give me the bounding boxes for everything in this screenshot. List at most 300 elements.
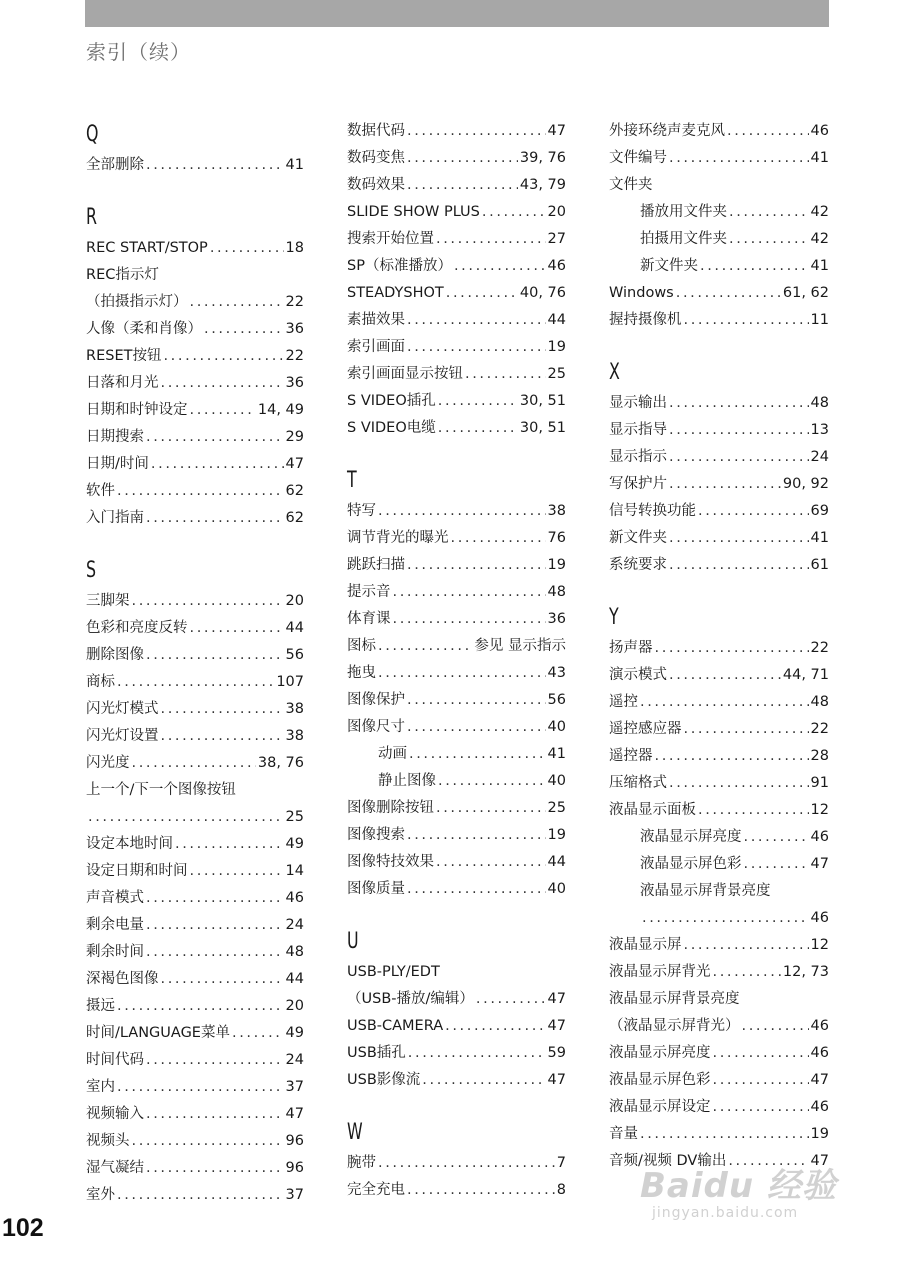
entry-term: 搜索开始位置 [347, 231, 434, 247]
entry-page-ref: 96 [285, 1133, 304, 1149]
entry-page-ref: 44 [285, 620, 304, 636]
dot-leader [146, 1101, 284, 1128]
dot-leader [655, 635, 809, 662]
entry-term: SLIDE SHOW PLUS [347, 204, 480, 220]
dot-leader [378, 1150, 555, 1177]
index-entry [609, 444, 829, 471]
entry-term: 播放用文件夹 [640, 204, 727, 220]
index-entry [86, 669, 304, 696]
entry-term: （拍摄指示灯） [86, 294, 188, 310]
entry-term: 图像保护 [347, 692, 405, 708]
page-title: 索引（续） [86, 40, 191, 64]
entry-term: 系统要求 [609, 557, 667, 573]
entry-page-ref: 48 [547, 584, 566, 600]
entry-page-ref: 36 [547, 611, 566, 627]
entry-term: 文件夹 [609, 177, 653, 193]
entry-term: 视频头 [86, 1133, 130, 1149]
dot-leader [378, 660, 546, 687]
entry-page-ref: 20 [285, 998, 304, 1014]
entry-page-ref: 40 [547, 773, 566, 789]
entry-page-ref: 41 [810, 150, 829, 166]
entry-page-ref: 61 [810, 557, 829, 573]
entry-page-ref: 40, 76 [519, 285, 566, 301]
entry-term: 遥控感应器 [609, 721, 682, 737]
entry-term: 入门指南 [86, 510, 144, 526]
index-entry [86, 777, 304, 804]
entry-term: 图像删除按钮 [347, 800, 434, 816]
dot-leader [117, 1074, 284, 1101]
dot-leader [210, 235, 284, 262]
index-entry [86, 343, 304, 370]
index-entry [86, 912, 304, 939]
dot-leader [117, 478, 284, 505]
entry-term: 液晶显示屏亮度 [640, 829, 742, 845]
entry-page-ref: 107 [276, 674, 304, 690]
dot-leader [407, 1177, 555, 1204]
entry-term: 图像搜索 [347, 827, 405, 843]
index-entry [347, 145, 566, 172]
entry-term: USB影像流 [347, 1072, 421, 1088]
entry-page-ref: 42 [810, 231, 829, 247]
entry-page-ref: 48 [285, 944, 304, 960]
index-entry [347, 986, 566, 1013]
dot-leader [684, 932, 809, 959]
entry-term: 日期/时间 [86, 456, 149, 472]
entry-term: 握持摄像机 [609, 312, 682, 328]
entry-term: 设定本地时间 [86, 836, 173, 852]
index-column-1 [86, 118, 304, 1231]
index-entry [347, 741, 566, 768]
dot-leader [190, 397, 256, 424]
entry-page-ref: 12, 73 [782, 964, 829, 980]
dot-leader [742, 1013, 809, 1040]
entry-page-ref: 56 [547, 692, 566, 708]
entry-page-ref: 18 [285, 240, 304, 256]
entry-page-ref: 47 [810, 856, 829, 872]
index-entry [347, 307, 566, 334]
dot-leader [669, 552, 809, 579]
entry-term: 拖曳 [347, 665, 376, 681]
dot-leader [729, 199, 809, 226]
entry-page-ref: 62 [285, 483, 304, 499]
dot-leader [393, 579, 546, 606]
index-entry [609, 226, 829, 253]
index-entry [609, 498, 829, 525]
entry-page-ref: 49 [285, 1025, 304, 1041]
index-section [609, 118, 829, 334]
index-entry [609, 471, 829, 498]
entry-term: 数码变焦 [347, 150, 405, 166]
entry-page-ref: 25 [547, 800, 566, 816]
entry-term: 提示音 [347, 584, 391, 600]
dot-leader [446, 280, 518, 307]
entry-page-ref: 56 [285, 647, 304, 663]
entry-term: 数码效果 [347, 177, 405, 193]
entry-term: 深褐色图像 [86, 971, 159, 987]
entry-term: 删除图像 [86, 647, 144, 663]
dot-leader [409, 741, 546, 768]
header-bar [85, 0, 829, 27]
index-entry [347, 1150, 566, 1177]
index-entry [609, 986, 829, 1013]
entry-page-ref: 46 [285, 890, 304, 906]
entry-term: 全部删除 [86, 157, 144, 173]
entry-page-ref: 41 [285, 157, 304, 173]
entry-term: 静止图像 [378, 773, 436, 789]
section-letter: Q [86, 122, 99, 147]
entry-term: （USB-播放/编辑） [347, 991, 474, 1007]
dot-leader [190, 615, 284, 642]
index-entry [347, 525, 566, 552]
index-entry [609, 797, 829, 824]
entry-page-ref: 22 [285, 294, 304, 310]
entry-page-ref: 69 [810, 503, 829, 519]
index-entry [347, 280, 566, 307]
index-entry [609, 959, 829, 986]
entry-term: 腕带 [347, 1155, 376, 1171]
entry-term: 写保护片 [609, 476, 667, 492]
entry-page-ref: 46 [547, 258, 566, 274]
dot-leader [407, 714, 546, 741]
index-entry [86, 831, 304, 858]
index-entry [609, 689, 829, 716]
entry-term: 日期搜索 [86, 429, 144, 445]
dot-leader [146, 1047, 284, 1074]
section-letter: Y [609, 605, 619, 630]
entry-page-ref: 20 [285, 593, 304, 609]
index-entry [347, 795, 566, 822]
dot-leader [454, 253, 546, 280]
dot-leader [407, 118, 546, 145]
entry-page-ref: 25 [547, 366, 566, 382]
dot-leader [407, 307, 546, 334]
section-letter: R [86, 205, 97, 230]
entry-page-ref: 14 [285, 863, 304, 879]
index-entry [347, 361, 566, 388]
index-column-2 [347, 118, 566, 1226]
entry-term: 液晶显示面板 [609, 802, 696, 818]
index-entry [347, 334, 566, 361]
index-entry [347, 660, 566, 687]
watermark-url: jingyan.baidu.com [652, 1205, 799, 1221]
entry-page-ref: 24 [285, 917, 304, 933]
entry-page-ref: 22 [810, 721, 829, 737]
entry-page-ref: 40 [547, 881, 566, 897]
dot-leader [132, 588, 284, 615]
entry-page-ref: 44 [285, 971, 304, 987]
index-entry [609, 118, 829, 145]
index-section [86, 201, 304, 532]
entry-page-ref: 38 [285, 728, 304, 744]
index-entry [86, 696, 304, 723]
entry-term: 显示指导 [609, 422, 667, 438]
index-entry [609, 878, 829, 905]
dot-leader [163, 343, 283, 370]
entry-term: 液晶显示屏亮度 [609, 1045, 711, 1061]
index-section [347, 925, 566, 1094]
entry-term: 室外 [86, 1187, 115, 1203]
dot-leader [407, 145, 518, 172]
index-entry [609, 716, 829, 743]
entry-page-ref: 25 [285, 809, 304, 825]
dot-leader [378, 633, 472, 660]
entry-term: 闪光灯模式 [86, 701, 159, 717]
index-entry [609, 905, 829, 932]
dot-leader [713, 959, 781, 986]
dot-leader [727, 118, 809, 145]
entry-term: 动画 [378, 746, 407, 762]
entry-page-ref: 46 [810, 1018, 829, 1034]
entry-page-ref: 38, 76 [257, 755, 304, 771]
entry-page-ref: 47 [285, 1106, 304, 1122]
index-entry [347, 118, 566, 145]
dot-leader [744, 851, 809, 878]
section-letter: T [347, 468, 357, 493]
entry-term: 摄远 [86, 998, 115, 1014]
entry-term: 遥控 [609, 694, 638, 710]
index-entry [347, 606, 566, 633]
entry-term: （液晶显示屏背光） [609, 1018, 740, 1034]
entry-page-ref: 48 [810, 395, 829, 411]
entry-term: 遥控器 [609, 748, 653, 764]
dot-leader [669, 444, 809, 471]
index-entry [609, 1040, 829, 1067]
entry-page-ref: 43, 79 [519, 177, 566, 193]
dot-leader [436, 795, 546, 822]
entry-page-ref: 29 [285, 429, 304, 445]
entry-term: 剩余时间 [86, 944, 144, 960]
dot-leader [698, 797, 809, 824]
index-section [347, 118, 566, 442]
dot-leader [684, 307, 809, 334]
dot-leader [669, 770, 809, 797]
entry-page-ref: 19 [547, 827, 566, 843]
watermark-logo: Baidu 经验 [640, 1166, 837, 1206]
index-entry [86, 262, 304, 289]
dot-leader [713, 1067, 809, 1094]
section-letter: X [609, 360, 620, 385]
entry-term: 音量 [609, 1126, 638, 1142]
index-entry [609, 280, 829, 307]
index-section [86, 118, 304, 179]
entry-term: 时间/LANGUAGE菜单 [86, 1025, 230, 1041]
index-entry [86, 1128, 304, 1155]
dot-leader [132, 1128, 284, 1155]
index-entry [86, 235, 304, 262]
index-entry [347, 172, 566, 199]
index-entry [609, 307, 829, 334]
entry-page-ref: 42 [810, 204, 829, 220]
entry-page-ref: 19 [810, 1126, 829, 1142]
entry-term: 外接环绕声麦克风 [609, 123, 725, 139]
dot-leader [698, 498, 809, 525]
dot-leader [655, 743, 809, 770]
entry-term: 室内 [86, 1079, 115, 1095]
dot-leader [451, 525, 546, 552]
dot-leader [438, 415, 518, 442]
index-entry [609, 145, 829, 172]
entry-term: 索引画面 [347, 339, 405, 355]
dot-leader [438, 388, 518, 415]
entry-term: SP（标准播放） [347, 258, 452, 274]
index-entry [347, 1013, 566, 1040]
entry-term: 显示输出 [609, 395, 667, 411]
index-entry [347, 876, 566, 903]
entry-page-ref: 44 [547, 854, 566, 870]
dot-leader [640, 689, 809, 716]
entry-page-ref: 47 [810, 1153, 829, 1169]
index-entry [86, 1074, 304, 1101]
entry-page-ref: 44 [547, 312, 566, 328]
entry-page-ref: 76 [547, 530, 566, 546]
index-entry [347, 633, 566, 660]
entry-term: 视频输入 [86, 1106, 144, 1122]
entry-term: USB-CAMERA [347, 1018, 444, 1034]
dot-leader [407, 687, 546, 714]
index-section [609, 601, 829, 1175]
index-entry [86, 1155, 304, 1182]
entry-page-ref: 41 [810, 530, 829, 546]
entry-term: 索引画面显示按钮 [347, 366, 463, 382]
index-column-3 [609, 118, 829, 1197]
page-number: 102 [2, 1214, 44, 1242]
index-entry [609, 743, 829, 770]
entry-term: 文件编号 [609, 150, 667, 166]
entry-term: 信号转换功能 [609, 503, 696, 519]
dot-leader [161, 723, 284, 750]
dot-leader [676, 280, 781, 307]
dot-leader [117, 669, 274, 696]
section-letter: U [347, 929, 359, 954]
dot-leader [744, 824, 809, 851]
index-entry [86, 152, 304, 179]
entry-page-ref: 44, 71 [782, 667, 829, 683]
index-entry [609, 1094, 829, 1121]
dot-leader [407, 876, 546, 903]
entry-page-ref: 30, 51 [519, 420, 566, 436]
entry-page-ref: 12 [810, 802, 829, 818]
index-entry [86, 505, 304, 532]
index-entry [347, 415, 566, 442]
entry-page-ref: 47 [547, 123, 566, 139]
dot-leader [146, 505, 284, 532]
index-entry [609, 199, 829, 226]
dot-leader [438, 768, 546, 795]
entry-page-ref: 46 [810, 1045, 829, 1061]
entry-page-ref: 49 [285, 836, 304, 852]
entry-term: 液晶显示屏背光 [609, 964, 711, 980]
index-entry [86, 289, 304, 316]
index-section [347, 464, 566, 903]
index-entry [86, 642, 304, 669]
entry-page-ref: 46 [810, 829, 829, 845]
dot-leader [669, 471, 781, 498]
entry-term: 液晶显示屏色彩 [609, 1072, 711, 1088]
index-entry [86, 885, 304, 912]
entry-term: 时间代码 [86, 1052, 144, 1068]
dot-leader [161, 370, 284, 397]
dot-leader [146, 939, 284, 966]
entry-page-ref: 22 [285, 348, 304, 364]
entry-term: 压缩格式 [609, 775, 667, 791]
index-entry [86, 804, 304, 831]
dot-leader [393, 606, 546, 633]
entry-term: 日期和时钟设定 [86, 402, 188, 418]
index-section [86, 554, 304, 1209]
entry-page-ref: 37 [285, 1187, 304, 1203]
entry-term: 完全充电 [347, 1182, 405, 1198]
index-entry [86, 1020, 304, 1047]
entry-page-ref: 30, 51 [519, 393, 566, 409]
dot-leader [476, 986, 546, 1013]
entry-page-ref: 46 [810, 123, 829, 139]
entry-term: 日落和月光 [86, 375, 159, 391]
dot-leader [407, 334, 546, 361]
index-entry [86, 370, 304, 397]
entry-page-ref: 41 [547, 746, 566, 762]
entry-term: 数据代码 [347, 123, 405, 139]
entry-term: 商标 [86, 674, 115, 690]
entry-term: REC指示灯 [86, 267, 159, 283]
index-entry [609, 662, 829, 689]
entry-term: 闪光灯设置 [86, 728, 159, 744]
entry-page-ref: 46 [810, 1099, 829, 1115]
dot-leader [669, 390, 809, 417]
entry-page-ref: 38 [547, 503, 566, 519]
dot-leader [436, 849, 546, 876]
dot-leader [146, 424, 284, 451]
dot-leader [700, 253, 809, 280]
entry-page-ref: 36 [285, 375, 304, 391]
entry-page-ref: 11 [810, 312, 829, 328]
index-entry [86, 750, 304, 777]
index-entry [86, 1047, 304, 1074]
entry-page-ref: 41 [810, 258, 829, 274]
entry-page-ref: 96 [285, 1160, 304, 1176]
index-entry [609, 851, 829, 878]
entry-page-ref: 90, 92 [782, 476, 829, 492]
index-entry [609, 390, 829, 417]
entry-page-ref: 38 [285, 701, 304, 717]
entry-page-ref: 59 [547, 1045, 566, 1061]
index-entry [609, 172, 829, 199]
index-entry [86, 1182, 304, 1209]
entry-page-ref: 91 [810, 775, 829, 791]
index-section [609, 356, 829, 579]
entry-term: 三脚架 [86, 593, 130, 609]
dot-leader [378, 498, 546, 525]
dot-leader [146, 885, 284, 912]
entry-term: Windows [609, 285, 674, 301]
index-entry [86, 451, 304, 478]
index-entry [347, 199, 566, 226]
entry-page-ref: 8 [556, 1182, 566, 1198]
entry-term: S VIDEO电缆 [347, 420, 436, 436]
dot-leader [407, 822, 546, 849]
entry-term: RESET按钮 [86, 348, 162, 364]
entry-page-ref: 22 [810, 640, 829, 656]
index-entry [347, 226, 566, 253]
index-entry [609, 932, 829, 959]
entry-page-ref: 24 [285, 1052, 304, 1068]
index-entry [347, 822, 566, 849]
index-entry [609, 1013, 829, 1040]
index-entry [609, 1067, 829, 1094]
entry-term: 闪光度 [86, 755, 130, 771]
dot-leader [713, 1094, 809, 1121]
entry-term: 演示模式 [609, 667, 667, 683]
index-entry [86, 424, 304, 451]
